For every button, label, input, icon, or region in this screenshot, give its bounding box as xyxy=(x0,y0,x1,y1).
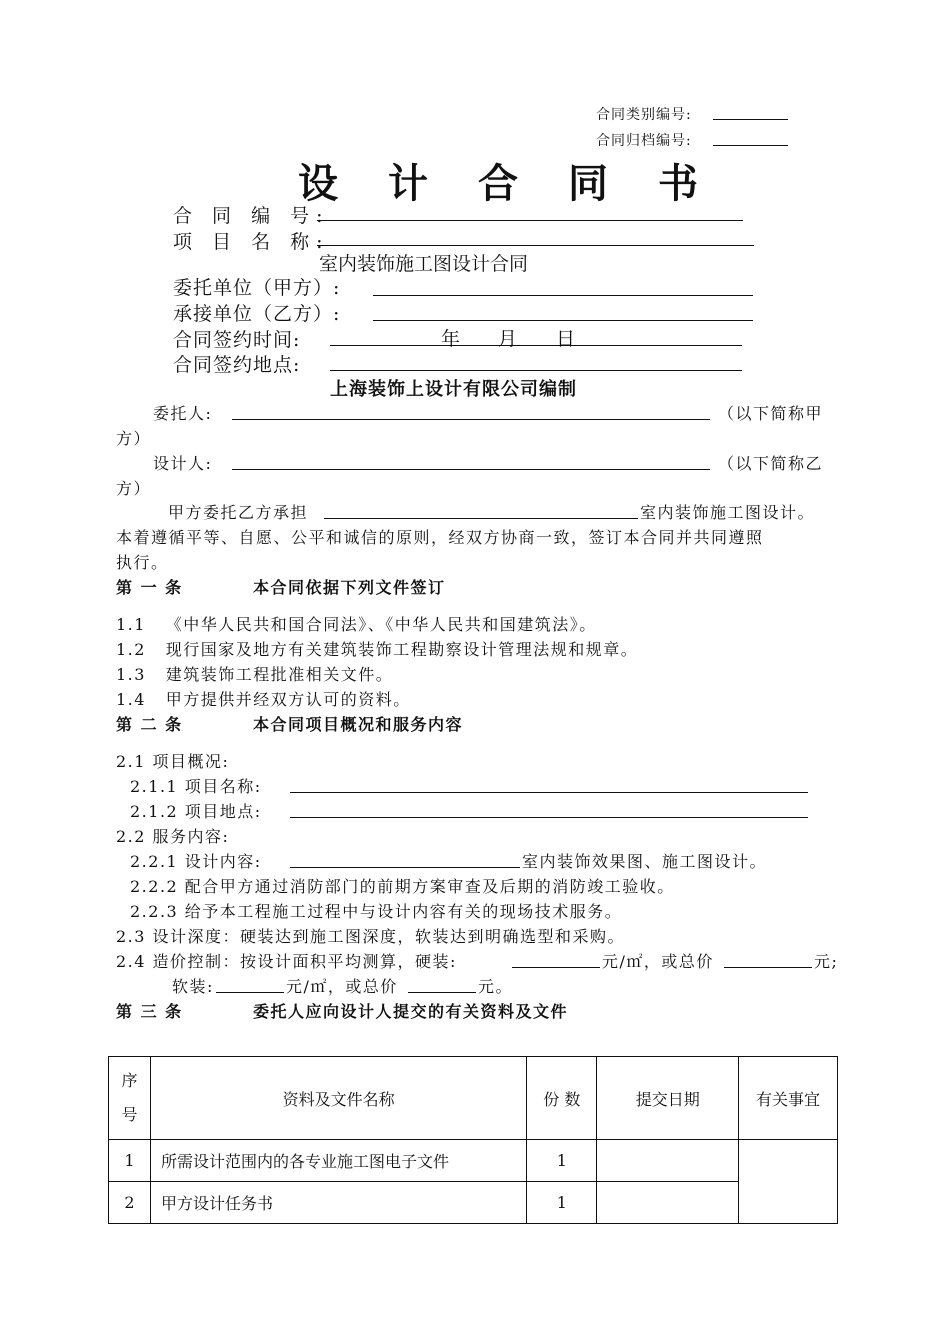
client-party-label: 委托人: xyxy=(153,404,213,423)
client-unit-line[interactable] xyxy=(373,295,753,296)
contract-no-line[interactable] xyxy=(317,220,743,221)
table-header-row xyxy=(109,1057,838,1140)
archive-no-label: 合同归档编号: xyxy=(596,133,692,149)
article1-title: 本合同依据下列文件签订 xyxy=(253,578,446,597)
section-2-2-3: 2.2.3 给予本工程施工过程中与设计内容有关的现场技术服务。 xyxy=(130,902,623,921)
section-2-4-e: 元/㎡，或总价 xyxy=(286,977,398,996)
article2-num: 第 二 条 xyxy=(116,715,183,734)
row-date[interactable] xyxy=(597,1182,739,1224)
designer-party-line[interactable] xyxy=(232,469,710,470)
row-name: 所需设计范围内的各专业施工图电子文件 xyxy=(150,1140,526,1182)
row-notes[interactable] xyxy=(739,1140,838,1224)
intro-text-b: 室内装饰施工图设计。 xyxy=(640,503,816,522)
soft-unit-price-line[interactable] xyxy=(216,992,284,993)
document-title: 设计合同书 xyxy=(298,160,748,207)
section-2-2: 2.2 服务内容: xyxy=(116,827,230,846)
project-name-field-line[interactable] xyxy=(290,792,808,793)
intro-text-line2: 本着遵循平等、自愿、公平和诚信的原则，经双方协商一致，签订本合同并共同遵照 xyxy=(116,528,764,547)
header-no: 序 号 xyxy=(109,1057,151,1140)
article3-title: 委托人应向设计人提交的有关资料及文件 xyxy=(253,1002,569,1021)
article3-num: 第 三 条 xyxy=(116,1002,183,1021)
project-name-value: 室内装饰施工图设计合同 xyxy=(319,253,529,275)
soft-total-line[interactable] xyxy=(408,992,476,993)
article1-item: 1.3 建筑装饰工程批准相关文件。 xyxy=(116,665,394,684)
project-name-line[interactable] xyxy=(317,245,754,246)
sign-time-line[interactable] xyxy=(330,345,742,346)
section-2-1: 2.1 项目概况: xyxy=(116,752,230,771)
documents-table xyxy=(108,1056,838,1224)
design-content-line[interactable] xyxy=(290,867,520,868)
intro-line[interactable] xyxy=(324,518,638,519)
table-row xyxy=(109,1182,838,1224)
section-2-1-1: 2.1.1 项目名称: xyxy=(130,777,262,796)
section-2-4-d: 软装: xyxy=(172,977,214,996)
contractor-unit-line[interactable] xyxy=(373,320,753,321)
row-date[interactable] xyxy=(597,1140,739,1182)
contractor-unit-label: 承接单位（乙方）: xyxy=(173,303,341,325)
project-location-field-line[interactable] xyxy=(290,817,808,818)
client-party-suffix: （以下简称甲 xyxy=(718,404,824,423)
designer-party-suffix2: 方） xyxy=(116,479,152,498)
hard-total-line[interactable] xyxy=(724,967,812,968)
row-name: 甲方设计任务书 xyxy=(150,1182,526,1224)
section-2-4-b: 元/㎡，或总价 xyxy=(602,952,714,971)
table-row xyxy=(109,1140,838,1182)
row-no: 2 xyxy=(109,1182,151,1224)
project-name-label: 项 目 名 称: xyxy=(173,231,330,253)
section-2-2-1: 2.2.1 设计内容: xyxy=(130,852,262,871)
section-2-2-2: 2.2.2 配合甲方通过消防部门的前期方案审查及后期的消防竣工验收。 xyxy=(130,877,675,896)
intro-text-line3: 执行。 xyxy=(116,553,169,572)
intro-text-a: 甲方委托乙方承担 xyxy=(168,503,309,522)
sign-time-label: 合同签约时间: xyxy=(173,329,301,351)
contract-no-label: 合 同 编 号: xyxy=(173,205,330,227)
sign-place-line[interactable] xyxy=(330,370,742,371)
archive-no-line[interactable] xyxy=(713,145,788,146)
designer-party-label: 设计人: xyxy=(153,454,213,473)
client-party-suffix2: 方） xyxy=(116,429,152,448)
article1-item: 1.4 甲方提供并经双方认可的资料。 xyxy=(116,690,411,709)
section-2-4-c: 元; xyxy=(814,952,839,971)
section-2-1-2: 2.1.2 项目地点: xyxy=(130,802,262,821)
article1-num: 第 一 条 xyxy=(116,578,183,597)
article1-item: 1.2 现行国家及地方有关建筑装饰工程勘察设计管理法规和规章。 xyxy=(116,640,639,659)
header-copies: 份 数 xyxy=(527,1057,597,1140)
client-unit-label: 委托单位（甲方）: xyxy=(173,277,341,299)
compiler-label: 上海装饰上设计有限公司编制 xyxy=(330,379,577,400)
section-2-4-f: 元。 xyxy=(478,977,514,996)
day-label: 日 xyxy=(556,328,576,350)
section-2-2-1-b: 室内装饰效果图、施工图设计。 xyxy=(522,852,768,871)
header-name: 资料及文件名称 xyxy=(150,1057,526,1140)
article2-title: 本合同项目概况和服务内容 xyxy=(253,715,464,734)
sign-place-label: 合同签约地点: xyxy=(173,354,301,376)
year-label: 年 xyxy=(441,328,461,350)
header-date: 提交日期 xyxy=(597,1057,739,1140)
section-2-4-a: 2.4 造价控制：按设计面积平均测算，硬装: xyxy=(116,952,457,971)
header-notes: 有关事宜 xyxy=(739,1057,838,1140)
section-2-3: 2.3 设计深度：硬装达到施工图深度，软装达到明确选型和采购。 xyxy=(116,927,626,946)
category-no-line[interactable] xyxy=(713,119,788,120)
category-no-label: 合同类别编号: xyxy=(596,107,692,123)
row-no: 1 xyxy=(109,1140,151,1182)
month-label: 月 xyxy=(498,328,518,350)
client-party-line[interactable] xyxy=(232,419,710,420)
designer-party-suffix: （以下简称乙 xyxy=(718,454,824,473)
hard-unit-price-line[interactable] xyxy=(512,967,600,968)
row-copies: 1 xyxy=(527,1140,597,1182)
row-copies: 1 xyxy=(527,1182,597,1224)
article1-item: 1.1 《中华人民共和国合同法》、《中华人民共和国建筑法》。 xyxy=(116,615,597,634)
